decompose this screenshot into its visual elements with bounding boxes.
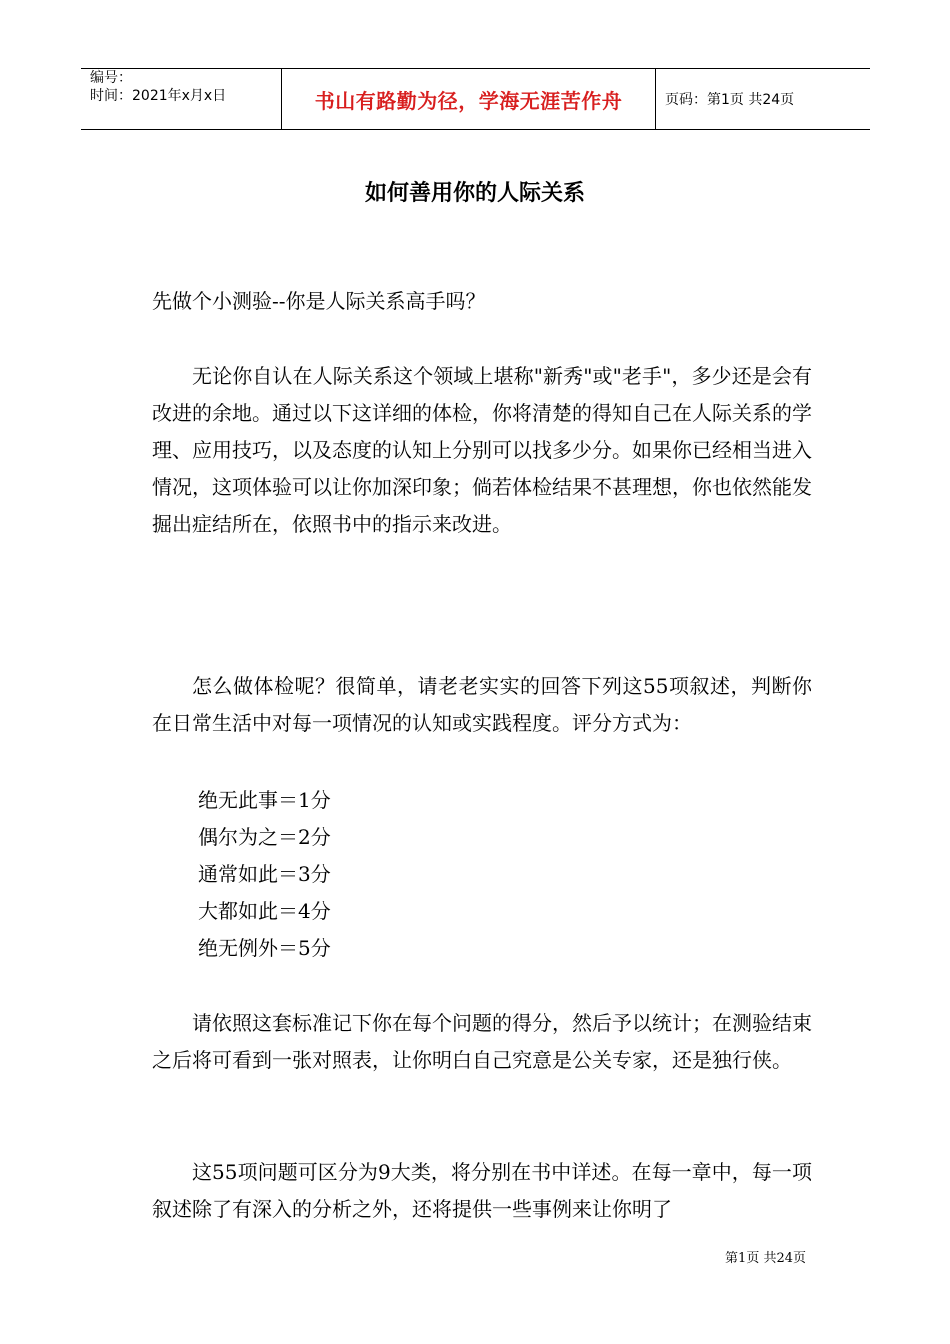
score-item-2: 偶尔为之＝2分 — [198, 825, 331, 849]
score-item-4: 大都如此＝4分 — [198, 899, 331, 923]
header-page-cell — [655, 69, 870, 129]
header-motto-cell — [281, 69, 656, 129]
paragraph-3: 请依照这套标准记下你在每个问题的得分，然后予以统计；在测验结束之后将可看到一张对照表，让你明白自己究意是公关专家，还是独行侠。 — [152, 1011, 812, 1072]
header-page-info: 页码：第1页 共24页 — [665, 92, 795, 108]
paragraph-4: 这55项问题可区分为9大类，将分别在书中详述。在每一章中，每一项叙述除了有深入的分析之外，还将提供一些事例来让你明了 — [152, 1160, 812, 1221]
intro-line: 先做个小测验--你是人际关系高手吗？ — [152, 289, 486, 313]
page-header — [81, 68, 870, 130]
score-item-3: 通常如此＝3分 — [198, 862, 331, 886]
header-info-cell — [81, 69, 281, 129]
document-title: 如何善用你的人际关系 — [364, 180, 585, 206]
paragraph-1: 无论你自认在人际关系这个领域上堪称"新秀"或"老手"，多少还是会有改进的余地。通过以下这详细的体检，你将清楚的得知自己在人际关系的学理、应用技巧，以及态度的认知上分别可以找多少分。如果你已经相当进入情况，这项体验可以让你加深印象；倘若体检结果不甚理想，你也依然能发掘出症结所在，依照书中的指示来改进。 — [152, 364, 812, 536]
document-date: 时间：2021年x月x日 — [90, 88, 227, 104]
document-number-label: 编号： — [90, 70, 132, 86]
header-motto: 书山有路勤为径，学海无涯苦作舟 — [314, 88, 623, 113]
page-footer: 第1页 共24页 — [725, 1251, 806, 1266]
paragraph-2: 怎么做体检呢？很简单，请老老实实的回答下列这55项叙述，判断你在日常生活中对每一项情况的认知或实践程度。评分方式为： — [152, 674, 812, 735]
score-item-5: 绝无例外＝5分 — [198, 936, 331, 960]
score-item-1: 绝无此事＝1分 — [198, 788, 331, 812]
